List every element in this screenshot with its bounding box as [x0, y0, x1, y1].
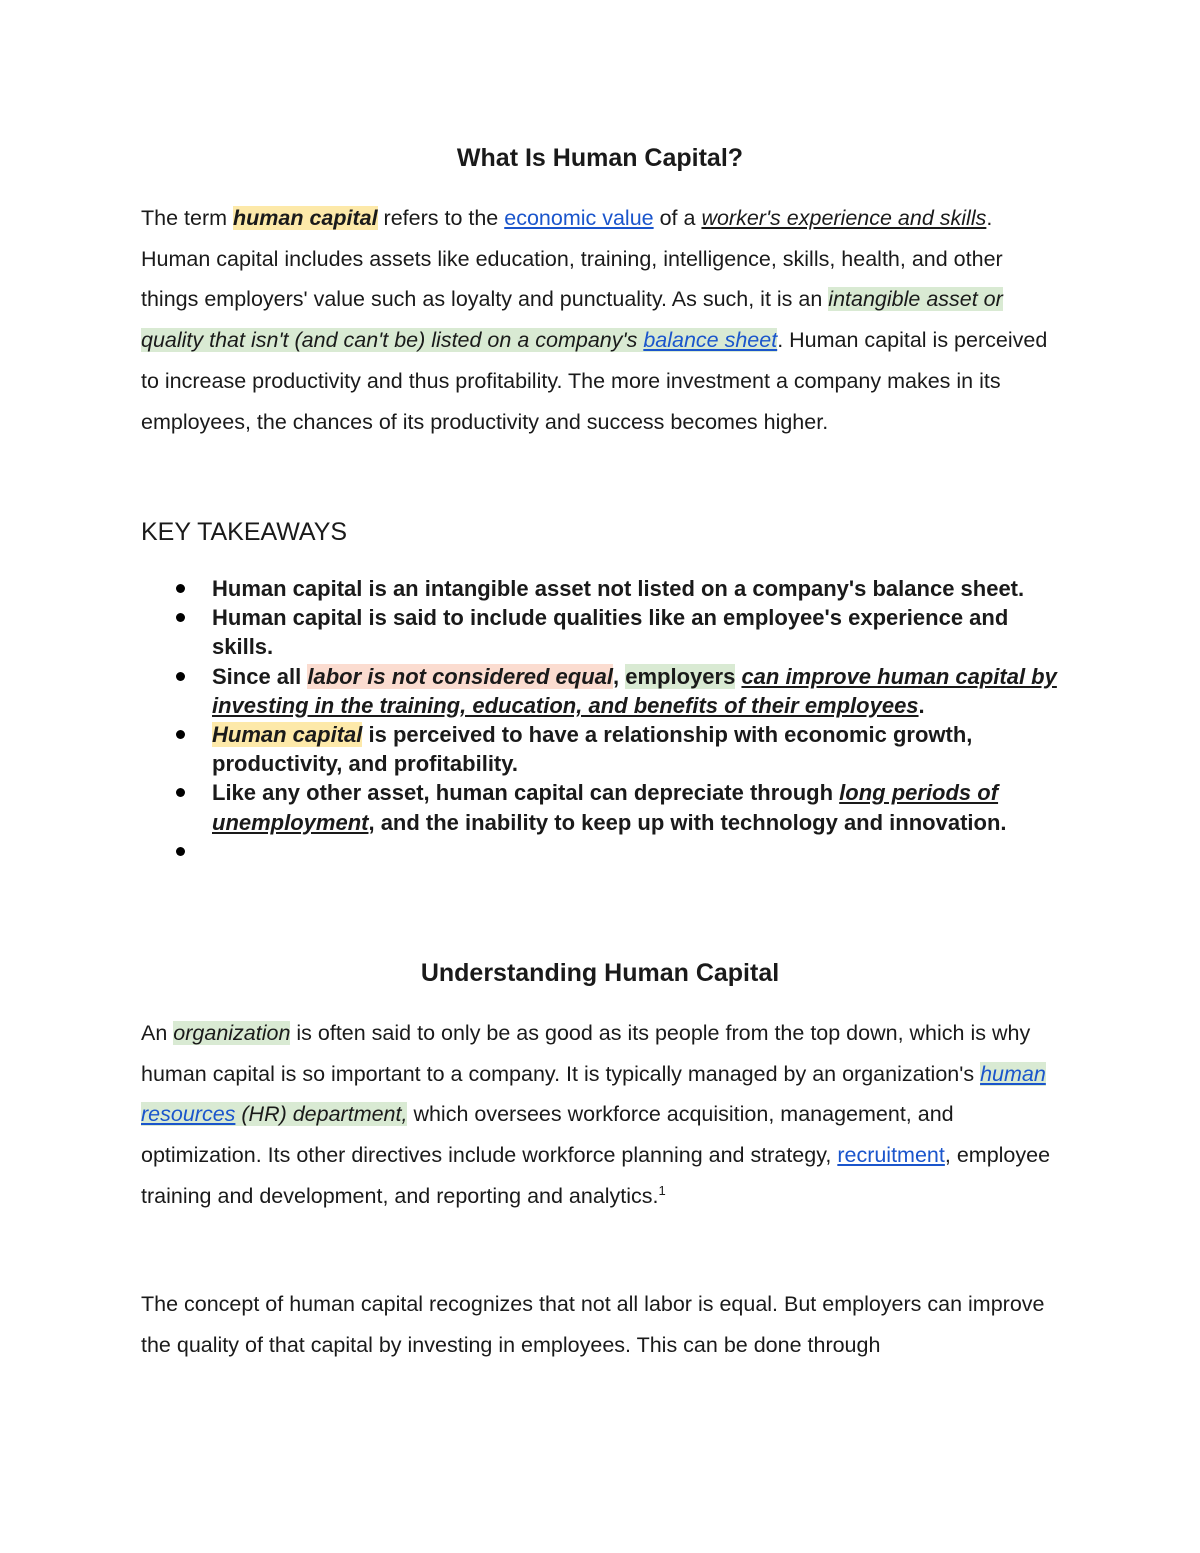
intro-text: of a: [653, 206, 702, 230]
list-item: [141, 720, 1071, 778]
takeaway-text: .: [918, 692, 925, 718]
takeaway-text: Since all: [212, 663, 308, 689]
bullet-icon: [176, 672, 185, 681]
bullet-icon: [176, 613, 185, 622]
para-text: which oversees workforce acquisition, management, and optimization. Its other directives include workforce planning and strategy,: [141, 1102, 954, 1168]
takeaway-text: Human capital is said to include qualities like an employee's experience and skills.: [212, 605, 1009, 660]
understanding-paragraph: [141, 1013, 1061, 1217]
highlight-employers: employers: [625, 663, 736, 689]
list-item-empty: [141, 837, 1071, 866]
para-text: is often said to only be as good as its people from the top down, which is why human capital is so important to a company. It is typically managed by an organization's: [141, 1021, 1031, 1086]
human-resources-link[interactable]: human resources: [141, 1061, 1046, 1127]
hr-department-text: (HR) department,: [235, 1102, 408, 1127]
worker-skills-phrase: worker's experience and skills: [701, 206, 987, 230]
intro-paragraph: [141, 198, 1061, 442]
highlight-organization: organization: [173, 1021, 291, 1045]
intangible-text: intangible asset or quality that isn't (and can't be) listed on a company's: [141, 287, 1003, 353]
takeaway-text: , and the inability to keep up with technology and innovation.: [368, 809, 1007, 835]
list-item: [141, 574, 1071, 603]
takeaway-text: is perceived to have a relationship with economic growth, productivity, and profitability.: [212, 722, 973, 777]
footnote-marker[interactable]: 1: [658, 1182, 666, 1198]
para-text: , employee training and development, and reporting and analytics.: [141, 1143, 1051, 1208]
intro-text: . Human capital includes assets like education, training, intelligence, skills, health, and other things employers' value such as loyalty and punctuality. As such, it is an: [141, 206, 1003, 312]
balance-sheet-link[interactable]: balance sheet: [643, 328, 778, 353]
concept-paragraph: The concept of human capital recognizes that not all labor is equal. But employers can improve the quality of that capital by investing in employees. This can be done through: [141, 1292, 1045, 1357]
key-takeaways-list: [141, 574, 1071, 866]
bullet-icon: [176, 847, 185, 856]
section-heading: Understanding Human Capital: [420, 959, 780, 987]
bullet-icon: [176, 788, 185, 797]
bullet-icon: [176, 730, 185, 739]
highlight-labor: labor is not considered equal: [307, 663, 614, 689]
takeaway-text: Human capital is an intangible asset not listed on a company's balance sheet.: [212, 576, 1025, 601]
improve-phrase: can improve human capital by investing in the training, education, and benefits of their employees: [212, 663, 1057, 718]
bullet-icon: [176, 584, 185, 593]
long-periods-phrase: long periods of unemployment: [212, 780, 999, 835]
economic-value-link[interactable]: economic value: [504, 206, 654, 230]
list-item: [141, 603, 1071, 661]
key-takeaways-heading: KEY TAKEAWAYS: [141, 518, 348, 546]
intro-text: refers to the: [377, 206, 505, 230]
takeaway-text: Like any other asset, human capital can depreciate through: [212, 780, 840, 806]
document-title: What Is Human Capital?: [456, 144, 744, 172]
highlight-human-capital: Human capital: [212, 722, 363, 748]
list-item: [141, 662, 1071, 720]
intro-text: . Human capital is perceived to increase productivity and thus profitability. The more investment a company makes in its employees, the chances of its productivity and success becomes higher.: [141, 328, 1048, 434]
takeaway-text: ,: [613, 663, 626, 689]
intro-text: The term: [141, 206, 233, 230]
recruitment-link[interactable]: recruitment: [837, 1143, 945, 1168]
highlight-human-capital: human capital: [233, 206, 378, 230]
para-text: An: [141, 1021, 174, 1045]
list-item: [141, 778, 1071, 836]
